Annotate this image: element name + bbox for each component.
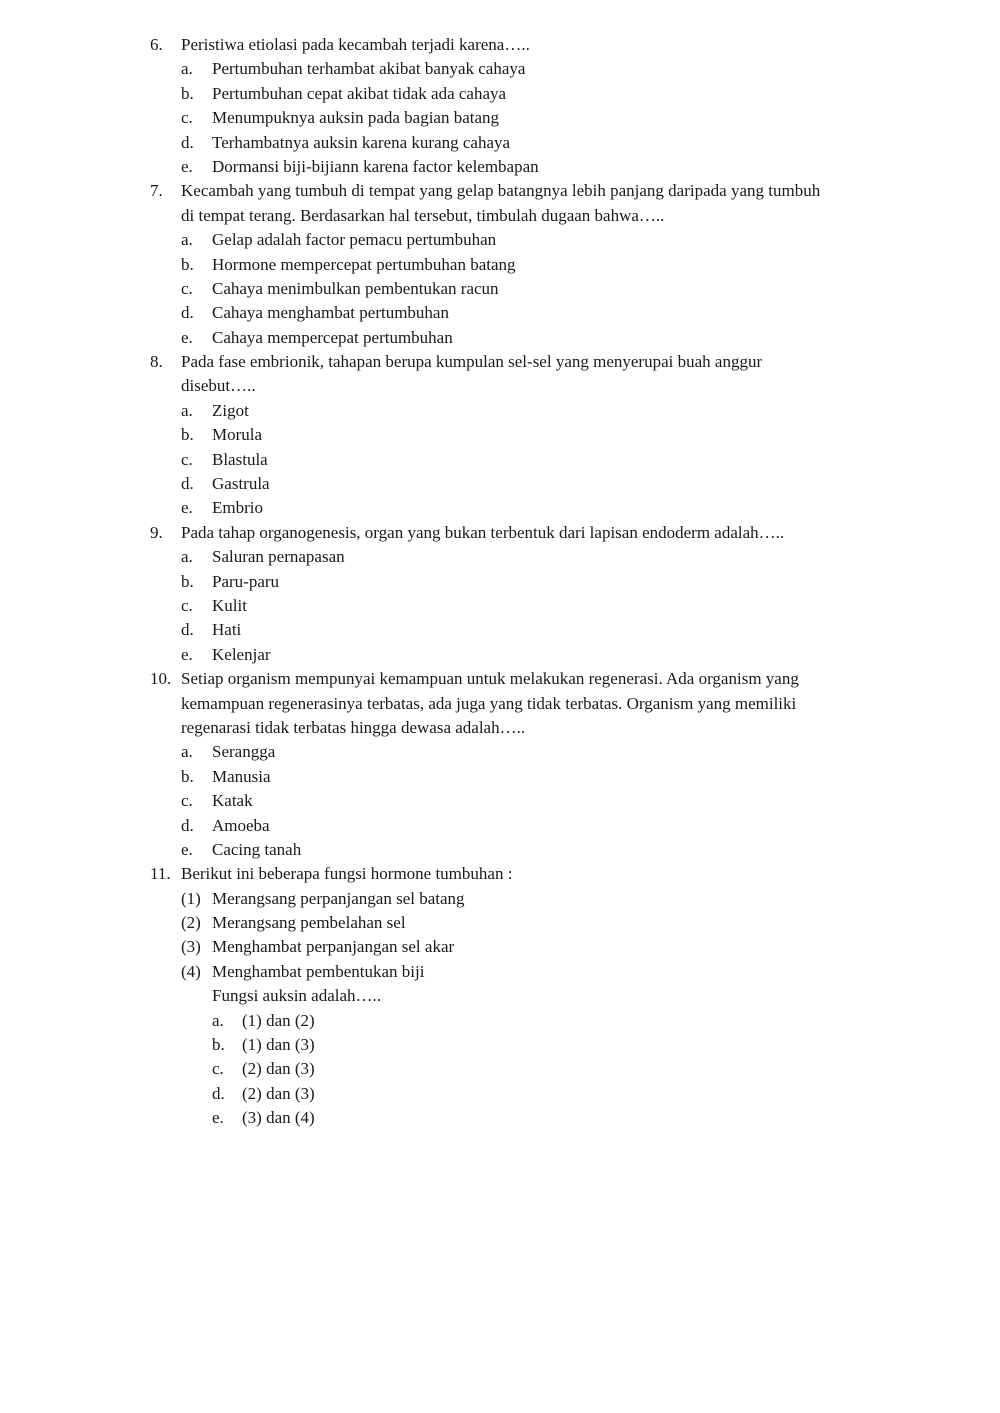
statement-3: [0, 935, 1000, 959]
question-6: [0, 33, 1000, 179]
statement-text: Merangsang pembelahan sel: [212, 913, 406, 933]
option-text: Hormone mempercepat pertumbuhan batang: [212, 254, 516, 274]
option-text: Saluran pernapasan: [212, 547, 345, 567]
option-text: (2) dan (3): [242, 1059, 315, 1079]
statement-label: (4): [181, 961, 201, 981]
option-d: [0, 814, 1000, 838]
question-text: Peristiwa etiolasi pada kecambah terjadi karena…..: [181, 35, 530, 54]
option-text: Menumpuknya auksin pada bagian batang: [212, 108, 500, 128]
option-a: [0, 740, 1000, 764]
option-d: [0, 301, 1000, 325]
option-label: b.: [212, 1035, 225, 1055]
option-b: [0, 1033, 1000, 1057]
question-text: regenarasi tidak terbatas hingga dewasa adalah…..: [181, 717, 526, 737]
option-b: [0, 423, 1000, 447]
option-b: [0, 82, 1000, 106]
question-number: 8.: [150, 352, 163, 372]
statement-text: Menghambat pembentukan biji: [212, 961, 425, 981]
option-text: Cacing tanah: [212, 839, 302, 859]
option-text: (1) dan (2): [242, 1010, 315, 1030]
worksheet-page: [0, 33, 1000, 1131]
option-text: Gelap adalah factor pemacu pertumbuhan: [212, 230, 497, 250]
option-text: Amoeba: [212, 815, 270, 835]
question-stem-line: [0, 692, 1000, 716]
question-sub-stem: [0, 984, 1000, 1008]
option-label: a.: [181, 400, 193, 420]
option-label: b.: [181, 83, 194, 103]
option-text: Pertumbuhan cepat akibat tidak ada cahaya: [212, 83, 507, 103]
option-label: a.: [181, 742, 193, 762]
option-text: Kelenjar: [212, 644, 271, 664]
option-text: Cahaya mempercepat pertumbuhan: [212, 327, 453, 347]
question-stem-line: [0, 862, 1000, 886]
question-text: disebut…..: [181, 376, 256, 396]
question-stem-line: [0, 204, 1000, 228]
question-number: 7.: [150, 181, 163, 201]
option-text: Blastula: [212, 449, 268, 469]
question-number: 11.: [150, 864, 171, 884]
option-text: Dormansi biji-bijiann karena factor kelembapan: [212, 156, 539, 176]
option-text: (1) dan (3): [242, 1035, 315, 1055]
option-e: [0, 838, 1000, 862]
option-d: [0, 1082, 1000, 1106]
option-e: [0, 643, 1000, 667]
option-d: [0, 472, 1000, 496]
option-a: [0, 545, 1000, 569]
option-text: Embrio: [212, 498, 263, 518]
option-c: [0, 594, 1000, 618]
option-text: Morula: [212, 425, 263, 445]
question-stem-line: [0, 521, 1000, 545]
option-e: [0, 155, 1000, 179]
option-a: [0, 1009, 1000, 1033]
option-e: [0, 496, 1000, 520]
option-label: c.: [181, 278, 193, 298]
question-text: kemampuan regenerasinya terbatas, ada juga yang tidak terbatas. Organism yang memiliki: [181, 693, 797, 713]
option-label: c.: [181, 108, 193, 128]
option-c: [0, 106, 1000, 130]
option-text: Cahaya menimbulkan pembentukan racun: [212, 278, 499, 298]
question-text: Pada tahap organogenesis, organ yang bukan terbentuk dari lapisan endoderm adalah…..: [181, 522, 785, 542]
option-label: e.: [212, 1108, 224, 1128]
statement-1: [0, 887, 1000, 911]
option-label: d.: [181, 474, 194, 494]
question-11: [0, 862, 1000, 1130]
question-stem-line: [0, 667, 1000, 691]
question-sub-stem-text: Fungsi auksin adalah…..: [212, 986, 382, 1006]
option-text: Terhambatnya auksin karena kurang cahaya: [212, 132, 511, 152]
statement-label: (3): [181, 937, 201, 957]
option-label: d.: [181, 132, 194, 152]
option-label: c.: [212, 1059, 224, 1079]
option-text: Serangga: [212, 742, 276, 762]
option-label: e.: [181, 644, 193, 664]
statement-4: [0, 960, 1000, 984]
option-text: Katak: [212, 791, 253, 811]
option-text: Gastrula: [212, 474, 270, 494]
statement-text: Merangsang perpanjangan sel batang: [212, 888, 465, 908]
question-number: 6.: [150, 35, 163, 54]
option-label: a.: [181, 547, 193, 567]
option-label: e.: [181, 498, 193, 518]
option-label: d.: [212, 1083, 225, 1103]
statement-label: (1): [181, 888, 201, 908]
question-10: [0, 667, 1000, 862]
option-a: [0, 228, 1000, 252]
question-8: [0, 350, 1000, 521]
option-label: e.: [181, 327, 193, 347]
option-text: Hati: [212, 620, 242, 640]
question-text: Pada fase embrionik, tahapan berupa kumpulan sel-sel yang menyerupai buah anggur: [181, 352, 763, 372]
statement-text: Menghambat perpanjangan sel akar: [212, 937, 455, 957]
option-b: [0, 253, 1000, 277]
option-label: a.: [181, 230, 193, 250]
option-c: [0, 1057, 1000, 1081]
option-label: b.: [181, 766, 194, 786]
question-stem-line: [0, 33, 1000, 57]
option-text: Pertumbuhan terhambat akibat banyak cahaya: [212, 59, 526, 79]
option-e: [0, 1106, 1000, 1130]
option-text: Paru-paru: [212, 571, 280, 591]
question-number: 9.: [150, 522, 163, 542]
option-c: [0, 277, 1000, 301]
option-label: d.: [181, 815, 194, 835]
option-text: (3) dan (4): [242, 1108, 315, 1128]
option-label: a.: [212, 1010, 224, 1030]
option-d: [0, 618, 1000, 642]
option-d: [0, 131, 1000, 155]
option-label: b.: [181, 425, 194, 445]
option-a: [0, 399, 1000, 423]
option-label: e.: [181, 156, 193, 176]
question-stem-line: [0, 350, 1000, 374]
option-label: b.: [181, 571, 194, 591]
question-7: [0, 179, 1000, 350]
question-text: Berikut ini beberapa fungsi hormone tumbuhan :: [181, 864, 513, 884]
option-label: c.: [181, 595, 193, 615]
option-label: a.: [181, 59, 193, 79]
option-label: d.: [181, 620, 194, 640]
question-stem-line: [0, 716, 1000, 740]
option-c: [0, 789, 1000, 813]
option-text: Manusia: [212, 766, 271, 786]
option-text: (2) dan (3): [242, 1083, 315, 1103]
option-c: [0, 448, 1000, 472]
question-stem-line: [0, 179, 1000, 203]
option-a: [0, 57, 1000, 81]
option-e: [0, 326, 1000, 350]
option-label: e.: [181, 839, 193, 859]
question-stem-line: [0, 374, 1000, 398]
option-label: d.: [181, 303, 194, 323]
option-b: [0, 765, 1000, 789]
option-text: Zigot: [212, 400, 249, 420]
question-9: [0, 521, 1000, 667]
question-text: di tempat terang. Berdasarkan hal tersebut, timbulah dugaan bahwa…..: [181, 205, 665, 225]
option-text: Kulit: [212, 595, 247, 615]
question-number: 10.: [150, 669, 172, 689]
question-text: Setiap organism mempunyai kemampuan untuk melakukan regenerasi. Ada organism yang: [181, 669, 799, 689]
option-label: b.: [181, 254, 194, 274]
option-b: [0, 570, 1000, 594]
option-label: c.: [181, 449, 193, 469]
statement-label: (2): [181, 913, 201, 933]
question-text: Kecambah yang tumbuh di tempat yang gelap batangnya lebih panjang daripada yang tumbuh: [181, 181, 821, 201]
option-text: Cahaya menghambat pertumbuhan: [212, 303, 449, 323]
option-label: c.: [181, 791, 193, 811]
statement-2: [0, 911, 1000, 935]
